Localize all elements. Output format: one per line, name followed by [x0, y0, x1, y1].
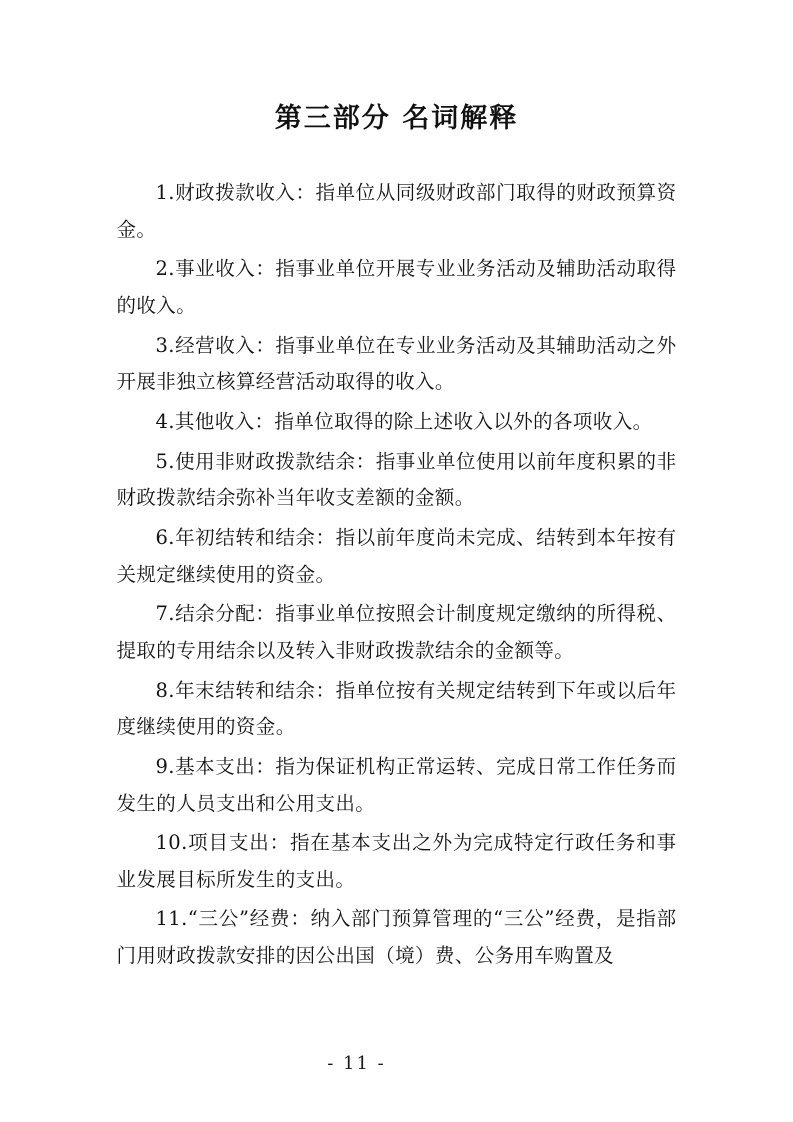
page-number-text: - 11 - — [327, 1053, 386, 1074]
page-number — [0, 1053, 793, 1074]
paragraph-7: 7.结余分配：指事业单位按照会计制度规定缴纳的所得税、提取的专用结余以及转入非财政拨款结余的金额等。 — [116, 602, 677, 662]
page-title: 第三部分 名词解释 — [274, 103, 519, 134]
paragraph-5: 5.使用非财政拨款结余：指事业单位使用以前年度积累的非财政拨款结余弥补当年收支差额的金额。 — [116, 449, 677, 510]
paragraph-11: 11.“三公”经费：纳入部门预算管理的“三公”经费，是指部门用财政拨款安排的因公出国（境）费、公务用车购置及 — [116, 907, 677, 968]
paragraph-4: 4.其他收入：指单位取得的除上述收入以外的各项收入。 — [155, 409, 653, 433]
paragraph-9: 9.基本支出：指为保证机构正常运转、完成日常工作任务而发生的人员支出和公用支出。 — [116, 754, 677, 815]
paragraph-1: 1.财政拨款收入：指单位从同级财政部门取得的财政预算资金。 — [116, 181, 677, 241]
paragraph-8: 8.年末结转和结余：指单位按有关规定结转到下年或以后年度继续使用的资金。 — [116, 678, 677, 739]
document-body — [117, 135, 677, 975]
paragraph-3: 3.经营收入：指事业单位在专业业务活动及其辅助活动之外开展非独立核算经营活动取得的收入。 — [116, 333, 677, 394]
paragraph-10: 10.项目支出：指在基本支出之外为完成特定行政任务和事业发展目标所发生的支出。 — [116, 831, 677, 891]
paragraph-2: 2.事业收入：指事业单位开展专业业务活动及辅助活动取得的收入。 — [116, 257, 677, 317]
paragraph-6: 6.年初结转和结余：指以前年度尚未完成、结转到本年按有关规定继续使用的资金。 — [116, 525, 677, 586]
